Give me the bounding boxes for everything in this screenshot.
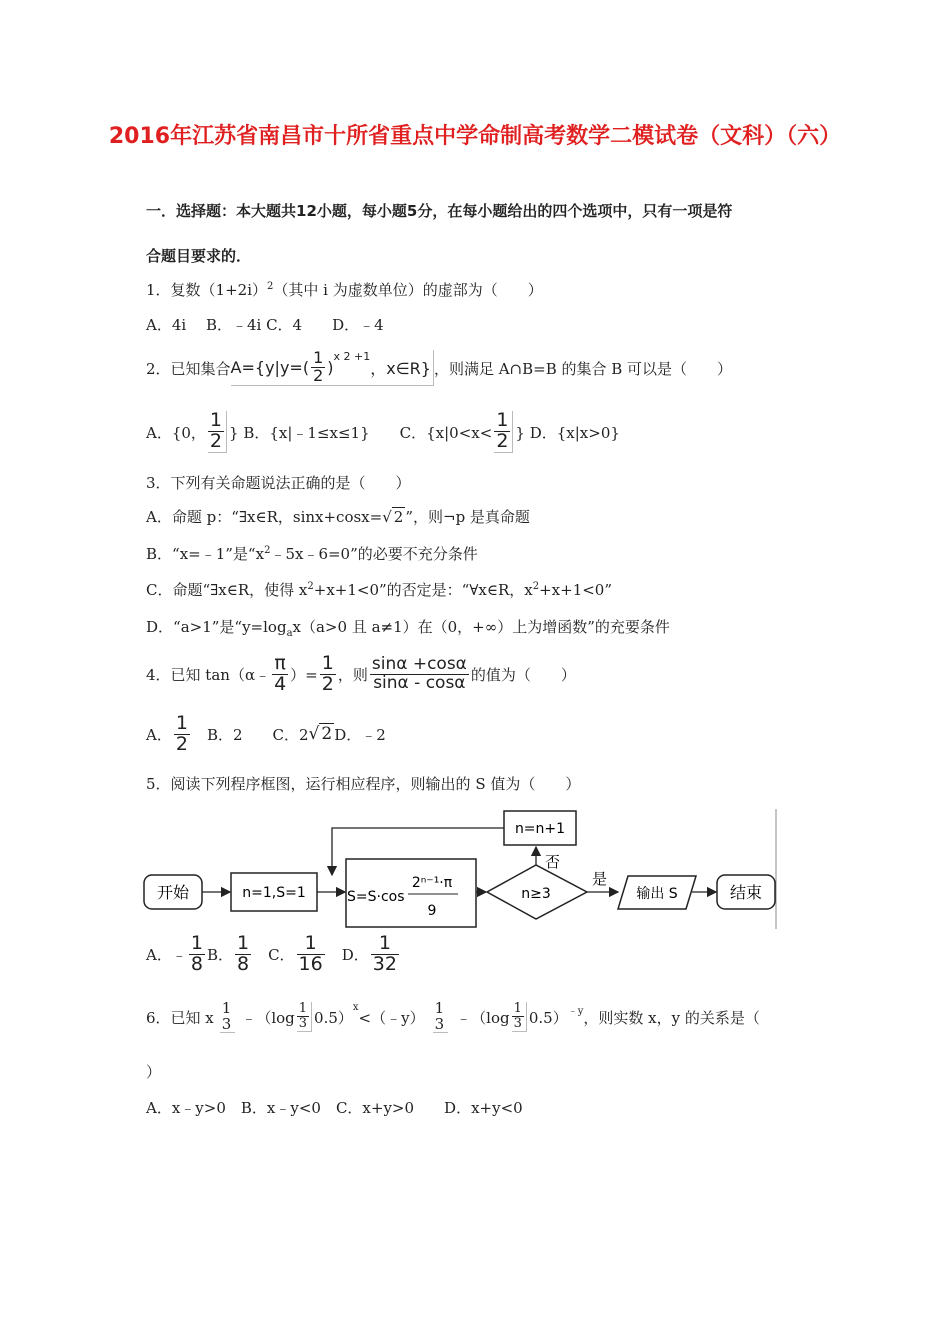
q5-opt-b-frac: [235, 931, 251, 975]
q6-exp2-frac: [433, 998, 449, 1034]
q2-opt-a-num: 1: [209, 409, 223, 432]
q3-c-sup2: 2: [532, 581, 540, 592]
q5-options: [146, 932, 401, 976]
q3-c-text: C．命题“∃x∈R，使得 x: [146, 581, 308, 599]
flow-yes-label: 是: [592, 870, 608, 888]
section-header-line2: 合题目要求的．: [146, 247, 252, 265]
q3-c-text-c: +x+1<0”: [539, 581, 613, 599]
q4-options: [146, 712, 386, 756]
q6-e2-den: 3: [434, 1014, 445, 1033]
q6-options: A．x﹣y>0 B．x﹣y<0 C．x+y>0 D．x+y<0: [146, 1099, 523, 1117]
q2-set-a: A={y|y=(: [230, 358, 310, 377]
q2-set-c: ，x∈R}: [370, 359, 431, 378]
q6-l1-den: 3: [298, 1016, 308, 1031]
q6-exp1-frac: [220, 998, 236, 1034]
q2-opt-b: } B．{x|﹣1≤x≤1} C．{x|0<x<: [229, 423, 493, 442]
q3-c-sup1: 2: [307, 581, 314, 592]
q2-opt-c-frac: [494, 411, 513, 453]
q3-b-text: B．“x=﹣1”是“x: [146, 545, 265, 563]
q6-l2-den: 3: [513, 1016, 522, 1031]
flow-decision-label: n≥3: [521, 886, 551, 902]
section-header-line1: 一．选择题：本大题共12小题，每小题5分，在每小题给出的四个选项中，只有一项是符: [146, 202, 733, 220]
flow-end-node: [717, 875, 775, 909]
question-3: 3．下列有关命题说法正确的是（ ）: [146, 474, 411, 492]
q2-exp: x 2 +1: [333, 350, 371, 364]
q5-b-den: 8: [236, 952, 250, 975]
q6-text-d: <（﹣y）: [358, 1008, 425, 1027]
q3-sqrt: √ 2: [382, 508, 404, 526]
q2-set-formula: [231, 350, 434, 386]
q2-opt-a: A．{0，: [146, 423, 206, 442]
q2-set-b: ): [327, 358, 334, 377]
flow-increment-node: [504, 811, 576, 845]
q3-c-text-b: +x+1<0”的否定是：“∀x∈R，x: [313, 581, 533, 599]
q3-option-c: [146, 579, 612, 600]
q3-d-text-b: x（a>0 且 a≠1）在（0，+∞）上为增函数”的充要条件: [292, 618, 670, 636]
q6-close-paren: ）: [146, 1063, 162, 1081]
q3-option-d: [146, 616, 670, 639]
q3-a-text: A．命题 p：“∃x∈R，sinx+cosx=: [146, 508, 383, 526]
q4-trig-frac: [370, 653, 469, 693]
q1-text-b: （其中 i 为虚数单位）的虚部为（ ）: [273, 281, 543, 299]
q4-opt-a-den: 2: [175, 732, 188, 755]
q5-c-den: 16: [298, 952, 323, 975]
q6-text-f: 0.5）: [528, 1008, 568, 1027]
q5-c-num: 1: [297, 934, 325, 955]
q4-text-b: ）=: [290, 665, 318, 684]
q4-opt-c-sqrt: √ 2: [308, 724, 333, 744]
q4-opt-a-frac: [174, 711, 190, 755]
q3-option-b: [146, 543, 478, 564]
q4-v-den: 2: [321, 672, 334, 695]
q6-e2-num: 1: [434, 998, 445, 1017]
q4-v-num: 1: [321, 651, 334, 674]
q2-num: 1: [313, 348, 324, 368]
q4-text-d: 的值为（ ）: [470, 665, 576, 684]
q6-sup2: ﹣y: [567, 1006, 584, 1017]
q4-opt-c-rad: 2: [321, 724, 333, 744]
q6-log1-frac: [297, 1002, 312, 1031]
q4-opt-a: A．: [146, 725, 172, 744]
page-title: 2016年江苏省南昌市十所省重点中学命制高考数学二模试卷（文科）（六）: [108, 124, 842, 149]
q3-a-text-b: ”，则¬p 是真命题: [405, 508, 530, 526]
q1-sup: 2: [267, 281, 274, 292]
flow-assign-node: [346, 859, 476, 927]
question-2: [146, 346, 732, 390]
q3-b-text-b: ﹣5x﹣6=0”的必要不充分条件: [270, 545, 478, 563]
q4-text-c: ，则: [337, 665, 368, 684]
flow-output-node: [618, 876, 696, 909]
flow-start-label: 开始: [156, 883, 190, 902]
q6-text-a: 6．已知 x: [146, 1008, 214, 1027]
flowchart: [140, 805, 780, 933]
q5-d-num: 1: [371, 934, 399, 955]
q6-e1-den: 3: [221, 1014, 232, 1033]
flow-assign-num: 2ⁿ⁻¹·π: [411, 875, 453, 891]
q5-a-num: 1: [190, 931, 203, 954]
q6-text-c: 0.5）: [314, 1008, 353, 1027]
q2-suffix: ，则满足 A∩B=B 的集合 B 可以是（ ）: [433, 359, 733, 378]
q2-opt-c-num: 1: [496, 409, 509, 432]
q6-text-e: ﹣（log: [456, 1008, 510, 1027]
q5-opt-d-frac: [371, 931, 399, 975]
q5-b-num: 1: [236, 931, 250, 954]
q4-f-num: sinα +cosα: [371, 653, 467, 674]
q4-pi-frac: [272, 651, 288, 695]
q6-l2-num: 1: [513, 1001, 522, 1017]
q4-opt-a-num: 1: [175, 711, 188, 734]
flow-output-label: 输出 S: [636, 886, 678, 902]
q5-a-den: 8: [190, 952, 203, 975]
q4-value-frac: [320, 651, 336, 695]
flow-assign-den: 9: [427, 903, 437, 919]
q6-log2-frac: [512, 1002, 527, 1031]
q4-pi-num: π: [272, 654, 288, 675]
q3-d-sub: a: [286, 628, 293, 639]
q2-fraction: [311, 350, 325, 385]
question-4: [146, 650, 576, 698]
q2-prefix: 2．已知集合: [146, 359, 231, 378]
flow-increment-label: n=n+1: [514, 821, 566, 837]
q2-den: 2: [313, 366, 324, 385]
q2-options: [146, 410, 620, 454]
q4-opt-b: B．2 C．2: [191, 725, 309, 744]
q5-opt-b: B．: [206, 945, 233, 964]
q4-pi-den: 4: [274, 672, 287, 695]
flow-init-node: [231, 873, 317, 911]
q6-l1-num: 1: [298, 1001, 308, 1017]
q4-text-a: 4．已知 tan（α﹣: [146, 665, 271, 684]
q5-opt-a: A．﹣: [146, 945, 187, 964]
question-5: 5．阅读下列程序框图，运行相应程序，则输出的 S 值为（ ）: [146, 775, 581, 793]
q5-opt-c-frac: [297, 931, 325, 975]
flow-init-label: n=1,S=1: [242, 885, 306, 901]
q3-d-text: D．“a>1”是“y=log: [146, 618, 287, 636]
q1-options: A．4i B．﹣4i C．4 D．﹣4: [146, 316, 384, 334]
question-1: [146, 279, 543, 300]
q6-sup1: x: [352, 1002, 359, 1013]
q2-opt-a-frac: [208, 411, 227, 453]
q5-opt-c: C．: [253, 945, 295, 964]
q5-opt-d: D．: [326, 945, 369, 964]
flow-no-label: 否: [545, 853, 561, 871]
q3-option-a: [146, 506, 530, 527]
q5-d-den: 32: [372, 952, 397, 975]
flow-end-label: 结束: [729, 883, 763, 902]
q4-f-den: sinα - cosα: [373, 672, 466, 693]
q5-opt-a-frac: [189, 931, 205, 975]
flow-decision-node: [487, 865, 587, 919]
q6-text-b: ﹣（log: [241, 1008, 295, 1027]
q2-opt-a-den: 2: [209, 430, 223, 452]
q3-b-sup: 2: [264, 545, 271, 556]
q2-opt-c-den: 2: [496, 430, 509, 452]
q4-opt-d: D．﹣2: [334, 725, 386, 744]
q3-rad: 2: [393, 508, 404, 526]
q6-e1-num: 1: [221, 998, 232, 1017]
q2-opt-d: } D．{x|x>0}: [515, 423, 620, 442]
question-6: [146, 994, 760, 1040]
flow-assign-label: S=S·cos: [347, 889, 405, 905]
q6-text-g: ，则实数 x，y 的关系是（: [583, 1008, 760, 1027]
flow-start-node: [144, 875, 202, 909]
q1-text: 1．复数（1+2i）: [146, 281, 267, 299]
